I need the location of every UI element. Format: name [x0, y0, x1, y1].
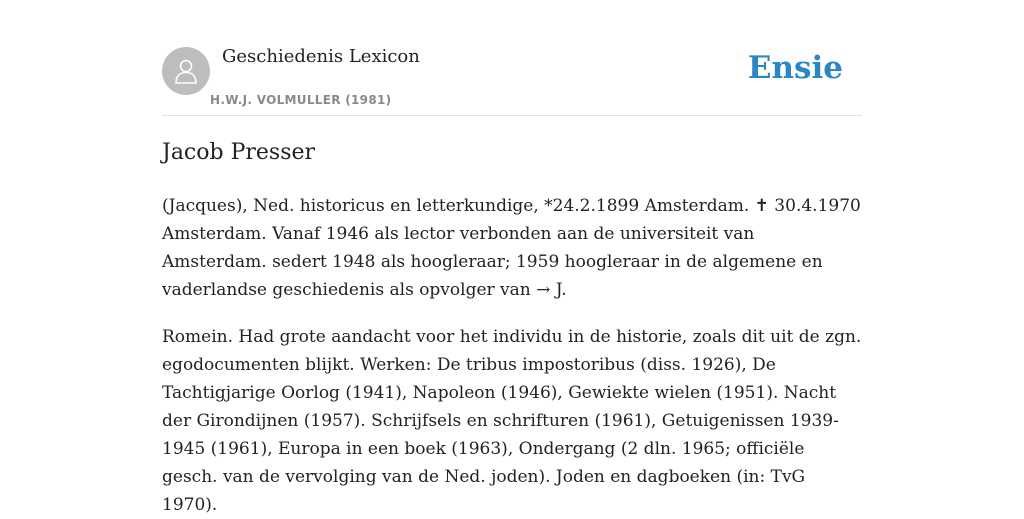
author-byline[interactable]: H.W.J. VOLMULLER (1981)	[210, 93, 392, 107]
article-title: Jacob Presser	[162, 140, 316, 165]
source-title[interactable]: Geschiedenis Lexicon	[222, 46, 420, 67]
header-divider	[162, 115, 862, 116]
article-paragraph-1: (Jacques), Ned. historicus en letterkundige, *24.2.1899 Amsterdam. ✝ 30.4.1970 Amsterdam. Vanaf 1946 als lector verbonden aan de universiteit van Amsterdam. sedert 1948 als hoogleraar; 1959 hoogleraar in de algemene en vaderlandse geschiedenis als opvolger van → J.	[162, 196, 861, 300]
avatar[interactable]	[162, 47, 210, 95]
article-paragraph-2: Romein. Had grote aandacht voor het individu in de historie, zoals dit uit de zgn. egodocumenten blijkt. Werken: De tribus impostoribus (diss. 1926), De Tachtigjarige Oorlog (1941), Napoleon (1946), Gewiekte wielen (1951). Nacht der Girondijnen (1957). Schrijfsels en schrifturen (1961), Getuigenissen 1939-1945 (1961), Europa in een boek (1963), Ondergang (2 dln. 1965; officiële gesch. van de vervolging van de Ned. joden). Joden en dagboeken (in: TvG 1970).	[162, 327, 862, 515]
user-icon	[173, 57, 199, 85]
brand-logo[interactable]: Ensie	[747, 50, 843, 86]
